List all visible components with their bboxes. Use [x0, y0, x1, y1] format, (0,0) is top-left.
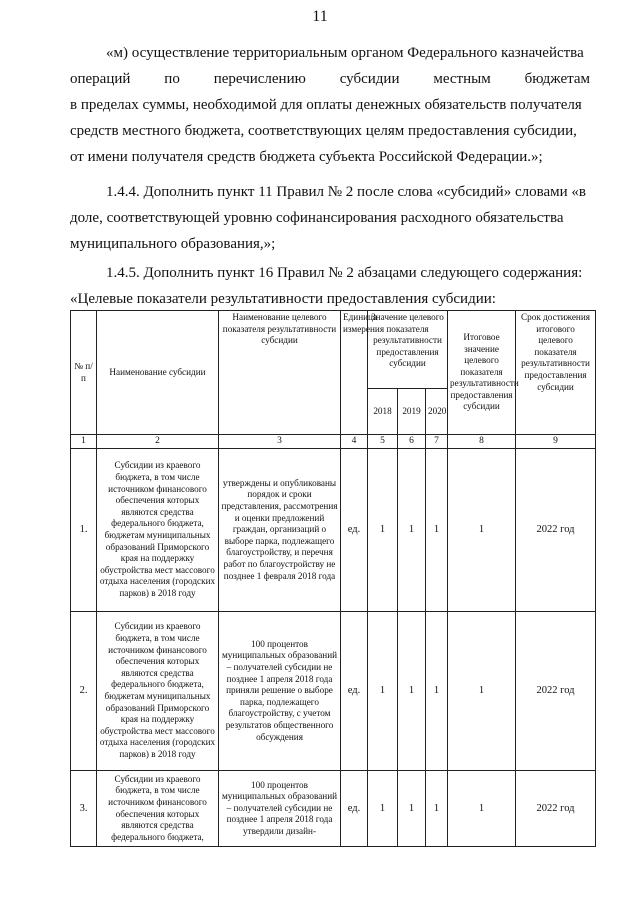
- row-final-value: 1: [448, 449, 516, 612]
- text-line: в пределах суммы, необходимой для оплаты денежных обязательств получателя: [70, 97, 582, 113]
- column-number: 2: [97, 435, 219, 449]
- header-year-2019: 2019: [398, 389, 426, 435]
- row-value-2020: 1: [426, 612, 448, 771]
- row-indicator: 100 процентов муниципальных образований – получателей субсидии не позднее 1 апреля 2018 года утвердили дизайн-: [219, 771, 341, 847]
- column-number: 9: [516, 435, 596, 449]
- header-indicator-name: Наименование целевого показателя результативности субсидии: [219, 311, 341, 435]
- row-final-value: 1: [448, 771, 516, 847]
- column-number: 3: [219, 435, 341, 449]
- row-unit: ед.: [341, 771, 368, 847]
- row-num: 3.: [71, 771, 97, 847]
- row-value-2018: 1: [368, 612, 398, 771]
- text-line: 1.4.5. Дополнить пункт 16 Правил № 2 абзацами следующего содержания:: [106, 265, 583, 281]
- text-line: «Целевые показатели результативности предоставления субсидии:: [70, 291, 496, 307]
- column-number: 1: [71, 435, 97, 449]
- header-unit: Единица измерения: [341, 311, 368, 435]
- paragraph-1-4-4: [70, 179, 590, 257]
- row-num: 1.: [71, 449, 97, 612]
- column-number: 5: [368, 435, 398, 449]
- row-indicator: 100 процентов муниципальных образований – получателей субсидии не позднее 1 апреля 2018 года приняли решение о выборе парка, подлежащего благоустройству, с учетом результатов общественного обсуждения: [219, 612, 341, 771]
- row-deadline: 2022 год: [516, 612, 596, 771]
- row-unit: ед.: [341, 612, 368, 771]
- column-number: 8: [448, 435, 516, 449]
- indicators-table: [70, 310, 596, 847]
- row-value-2019: 1: [398, 612, 426, 771]
- row-final-value: 1: [448, 612, 516, 771]
- row-indicator: утверждены и опубликованы порядок и сроки представления, рассмотрения и оценки предложений граждан, организаций о выборе парка, подлежащего благоустройству, и перечня работ по благоустройству не позднее 1 февраля 2018 года: [219, 449, 341, 612]
- row-subsidy: Субсидии из краевого бюджета, в том числе источником финансового обеспечения которых являются средства федерального бюджета, бюджетам муниципальных образований Приморского края на поддержку обустройства мест массового отдыха населения (городских парков) в 2018 году: [97, 449, 219, 612]
- row-value-2020: 1: [426, 449, 448, 612]
- row-value-2018: 1: [368, 771, 398, 847]
- table-row: [71, 612, 596, 771]
- text-line: 1.4.4. Дополнить пункт 11 Правил № 2 после слова «субсидий» словами «в: [106, 184, 586, 200]
- row-subsidy: Субсидии из краевого бюджета, в том числе источником финансового обеспечения которых являются средства федерального бюджета,: [97, 771, 219, 847]
- text-line: операций по перечислению субсидии местным бюджетам: [70, 71, 590, 87]
- header-year-2020: 2020: [426, 389, 448, 435]
- row-unit: ед.: [341, 449, 368, 612]
- header-num: № п/п: [71, 311, 97, 435]
- header-target-value: Значение целевого показателя результативности предоставления субсидии: [368, 311, 448, 389]
- header-subsidy-name: Наименование субсидии: [97, 311, 219, 435]
- table-row: [71, 771, 596, 847]
- table-row: [71, 449, 596, 612]
- column-number: 4: [341, 435, 368, 449]
- row-value-2018: 1: [368, 449, 398, 612]
- text-line: доле, соответствующей уровню софинансирования расходного обязательства: [70, 210, 564, 226]
- column-number: 7: [426, 435, 448, 449]
- column-number: 6: [398, 435, 426, 449]
- text-line: средств местного бюджета, соответствующих целям предоставления субсидии,: [70, 123, 577, 139]
- paragraph-1-4-5: [70, 260, 590, 312]
- text-line: «м) осуществление территориальным органом Федерального казначейства: [106, 45, 584, 61]
- header-deadline: Срок достижения итогового целевого показателя результативности предоставления субсидии: [516, 311, 596, 435]
- row-deadline: 2022 год: [516, 449, 596, 612]
- paragraph-m: [70, 40, 590, 170]
- row-subsidy: Субсидии из краевого бюджета, в том числе источником финансового обеспечения которых являются средства федерального бюджета, бюджетам муниципальных образований Приморского края на поддержку обустройства мест массового отдыха населения (городских парков) в 2018 году: [97, 612, 219, 771]
- row-value-2019: 1: [398, 449, 426, 612]
- row-value-2020: 1: [426, 771, 448, 847]
- page-number: 11: [312, 8, 328, 25]
- text-line: от имени получателя средств бюджета субъекта Российской Федерации.»;: [70, 149, 543, 165]
- text-line: муниципального образования,»;: [70, 236, 276, 252]
- header-year-2018: 2018: [368, 389, 398, 435]
- row-deadline: 2022 год: [516, 771, 596, 847]
- row-value-2019: 1: [398, 771, 426, 847]
- header-final-value: Итоговое значение целевого показателя результативности предоставления субсидии: [448, 311, 516, 435]
- row-num: 2.: [71, 612, 97, 771]
